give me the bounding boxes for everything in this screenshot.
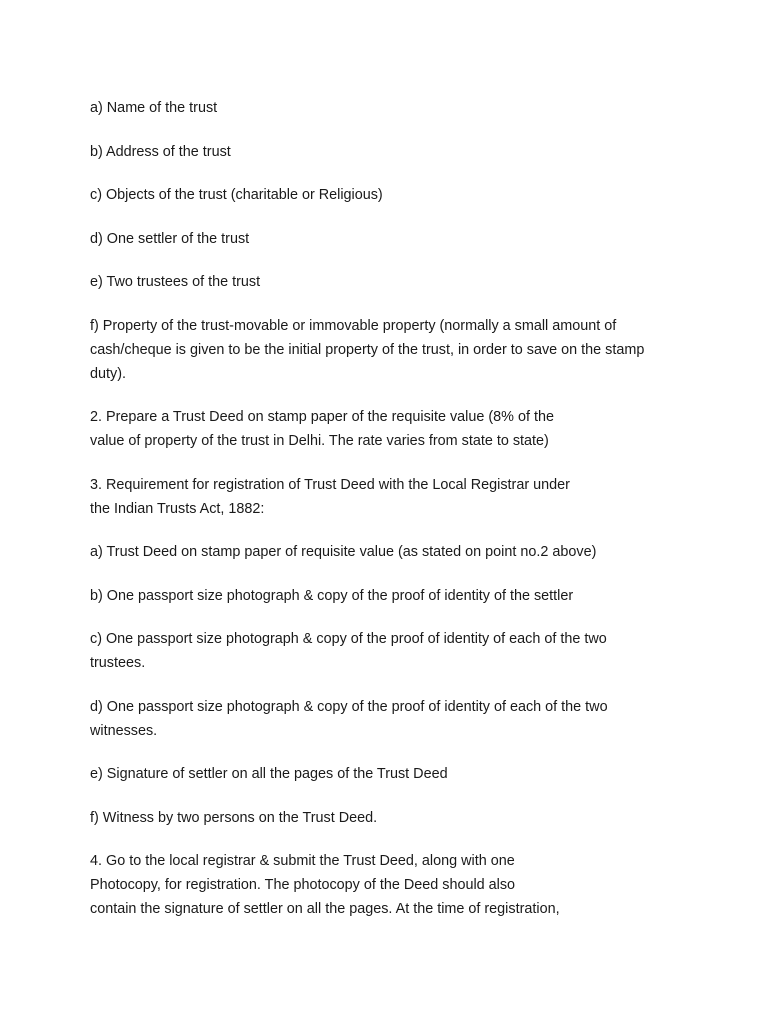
document-body bbox=[90, 96, 690, 941]
text-line: d) One passport size photograph & copy of the proof of identity of each of the two bbox=[90, 698, 608, 715]
text-line: contain the signature of settler on all the pages. At the time of registration, bbox=[90, 901, 560, 917]
text-line: 3. Requirement for registration of Trust Deed with the Local Registrar under bbox=[90, 476, 570, 493]
paragraph-objects-of-trust bbox=[90, 183, 690, 207]
text-line: f) Witness by two persons on the Trust Deed. bbox=[90, 809, 378, 826]
paragraph-trustees-photo bbox=[90, 627, 690, 675]
text-line: witnesses. bbox=[90, 722, 158, 739]
text-line: e) Two trustees of the trust bbox=[90, 274, 261, 290]
text-line: the Indian Trusts Act, 1882: bbox=[90, 500, 265, 517]
text-line: 2. Prepare a Trust Deed on stamp paper of the requisite value (8% of the bbox=[90, 409, 554, 425]
text-line: b) One passport size photograph & copy of the proof of identity of the settler bbox=[90, 587, 574, 604]
text-line: duty). bbox=[90, 365, 126, 382]
paragraph-stamp-paper bbox=[90, 540, 690, 564]
paragraph-settler bbox=[90, 227, 690, 251]
text-line: f) Property of the trust-movable or immovable property (normally a small amount of bbox=[90, 317, 617, 334]
paragraph-local-registrar bbox=[90, 849, 690, 921]
paragraph-witnesses-photo bbox=[90, 695, 690, 743]
paragraph-registration-requirement bbox=[90, 473, 690, 521]
text-line: 4. Go to the local registrar & submit the Trust Deed, along with one bbox=[90, 853, 515, 869]
text-line: Photocopy, for registration. The photocopy of the Deed should also bbox=[90, 877, 516, 893]
paragraph-witness bbox=[90, 806, 690, 830]
paragraph-trustees bbox=[90, 270, 690, 294]
text-line: c) Objects of the trust (charitable or Religious) bbox=[90, 187, 383, 203]
text-line: a) Trust Deed on stamp paper of requisite value (as stated on point no.2 above) bbox=[90, 544, 597, 560]
text-line: cash/cheque is given to be the initial property of the trust, in order to save on the stamp bbox=[90, 341, 645, 358]
text-line: trustees. bbox=[90, 655, 146, 671]
text-line: a) Name of the trust bbox=[90, 100, 218, 116]
paragraph-address-of-trust bbox=[90, 140, 690, 164]
text-line: d) One settler of the trust bbox=[90, 230, 250, 247]
text-line: b) Address of the trust bbox=[90, 143, 231, 160]
paragraph-name-of-trust bbox=[90, 96, 690, 120]
text-line: value of property of the trust in Delhi. The rate varies from state to state) bbox=[90, 433, 549, 449]
text-line: c) One passport size photograph & copy of the proof of identity of each of the two bbox=[90, 631, 607, 647]
text-line: e) Signature of settler on all the pages of the Trust Deed bbox=[90, 766, 448, 782]
paragraph-settler-photo bbox=[90, 584, 690, 608]
paragraph-settler-signature bbox=[90, 762, 690, 786]
paragraph-property bbox=[90, 314, 690, 386]
paragraph-prepare-trust-deed bbox=[90, 405, 690, 453]
